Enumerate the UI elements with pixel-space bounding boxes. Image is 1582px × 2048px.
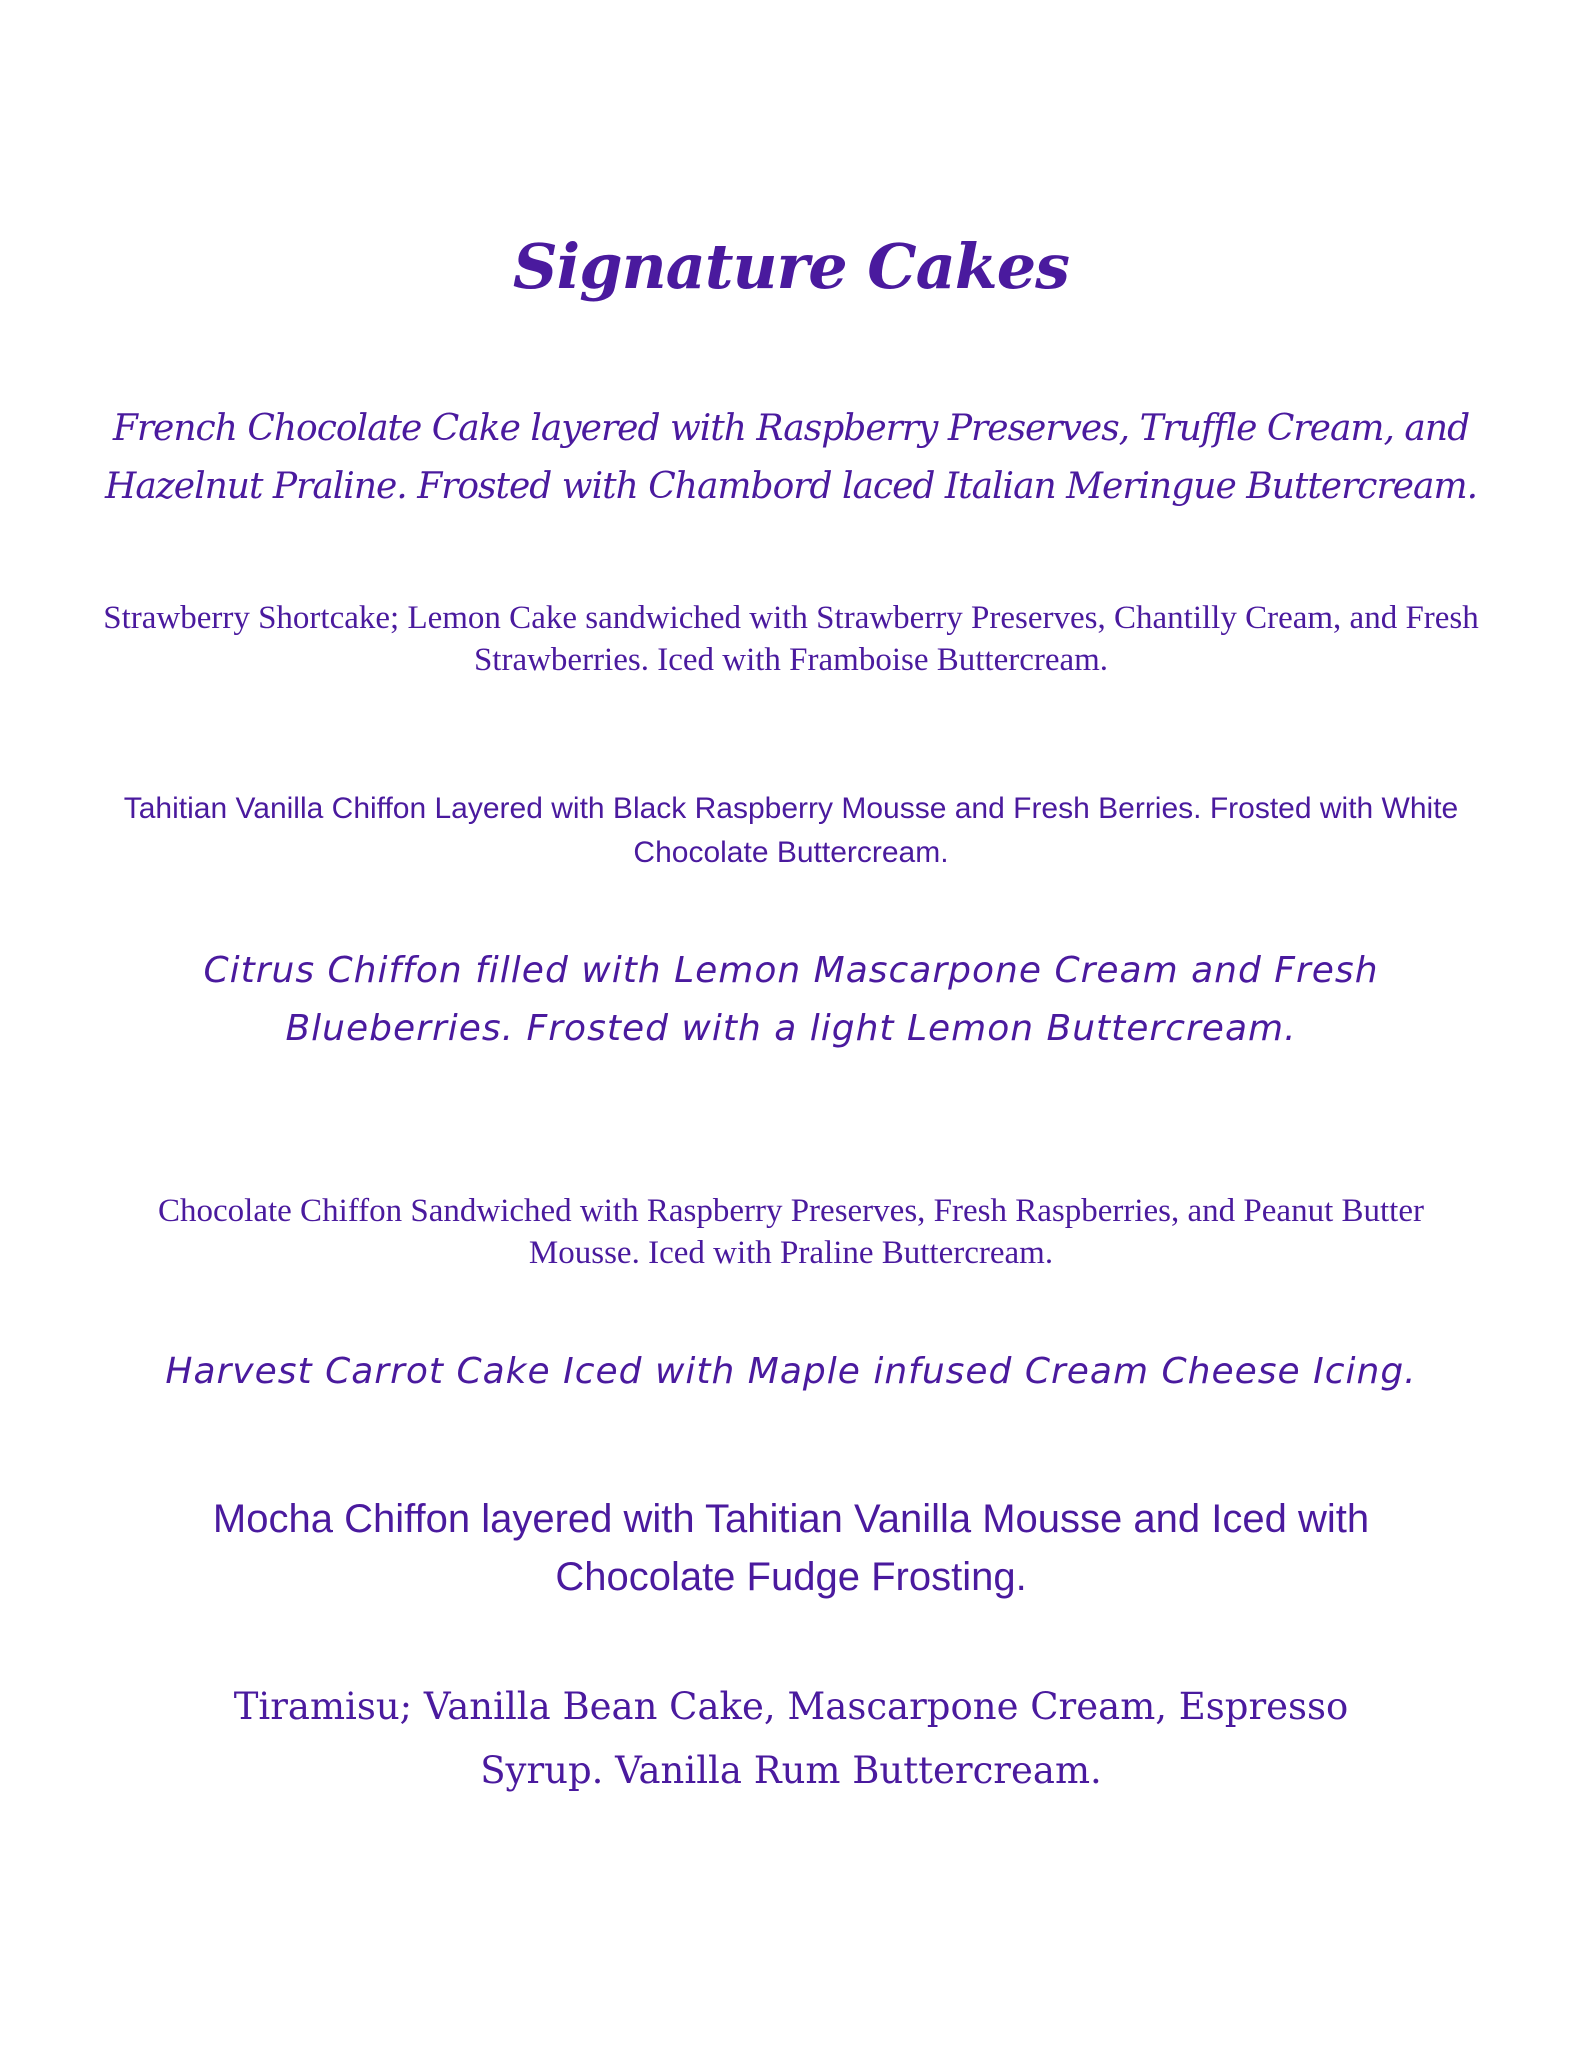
cake-item-citrus-chiffon: Citrus Chiffon filled with Lemon Mascarpone Cream and Fresh Blueberries. Frosted with a light Lemon Buttercream. [203,950,1379,1049]
cake-item-french-chocolate: French Chocolate Cake layered with Raspberry Preserves, Truffle Cream, and Hazelnut Praline. Frosted with Chambord laced Italian Meringue Buttercream. [104,408,1478,507]
cake-item-tahitian-vanilla-chiffon: Tahitian Vanilla Chiffon Layered with Black Raspberry Mousse and Fresh Berries. Frosted with White Chocolate Buttercream. [123,792,1459,869]
cake-item-tiramisu: Tiramisu; Vanilla Bean Cake, Mascarpone Cream, Espresso Syrup. Vanilla Rum Buttercream. [233,1685,1349,1792]
cake-item-mocha-chiffon: Mocha Chiffon layered with Tahitian Vanilla Mousse and Iced with Chocolate Fudge Frosting. [212,1497,1370,1599]
cake-item-strawberry-shortcake: Strawberry Shortcake; Lemon Cake sandwiched with Strawberry Preserves, Chantilly Cream, and Fresh Strawberries. Iced with Framboise Buttercream. [103,600,1479,678]
cake-item-chocolate-chiffon: Chocolate Chiffon Sandwiched with Raspberry Preserves, Fresh Raspberries, and Peanut Butter Mousse. Iced with Praline Buttercream. [158,1193,1424,1271]
cake-item-harvest-carrot: Harvest Carrot Cake Iced with Maple infused Cream Cheese Icing. [165,1351,1417,1392]
page-title: Signature Cakes [512,229,1070,303]
